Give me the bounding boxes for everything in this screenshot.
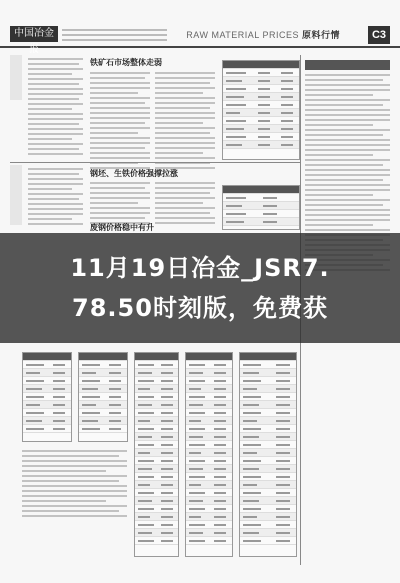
price-table [185, 352, 233, 557]
headline-billet: 钢坯、生铁价格强撑拉涨 [90, 169, 178, 178]
article-text [155, 72, 215, 172]
article-text [90, 72, 150, 172]
column-tag [10, 165, 22, 225]
article-text [22, 450, 127, 520]
section-title-cn: 原料行情 [301, 30, 340, 40]
price-table [222, 185, 300, 230]
headline-iron-ore: 铁矿石市场整体走弱 [90, 58, 162, 67]
article-text [28, 58, 83, 158]
divider [10, 162, 300, 163]
newspaper-logo: 中国冶金报 [10, 26, 58, 42]
masthead-info [62, 26, 167, 42]
overlay-title [0, 248, 400, 328]
masthead [0, 20, 400, 55]
headline-scrap: 废钢价格稳中有升 [90, 223, 154, 232]
price-table [134, 352, 179, 557]
price-table [239, 352, 297, 557]
section-title-en: RAW MATERIAL PRICES [186, 30, 299, 40]
page-number: C3 [368, 26, 390, 44]
overlay-title-line1: 11月19日冶金_JSR7. [70, 254, 330, 282]
article-text [155, 182, 215, 227]
price-table [222, 60, 300, 160]
column-tag [10, 55, 22, 100]
price-table [22, 352, 72, 442]
price-table [78, 352, 128, 442]
article-text [28, 168, 83, 228]
article-text [90, 182, 150, 227]
section-title [186, 28, 340, 41]
overlay-title-line2: 78.50时刻版，免费获 [72, 294, 328, 322]
